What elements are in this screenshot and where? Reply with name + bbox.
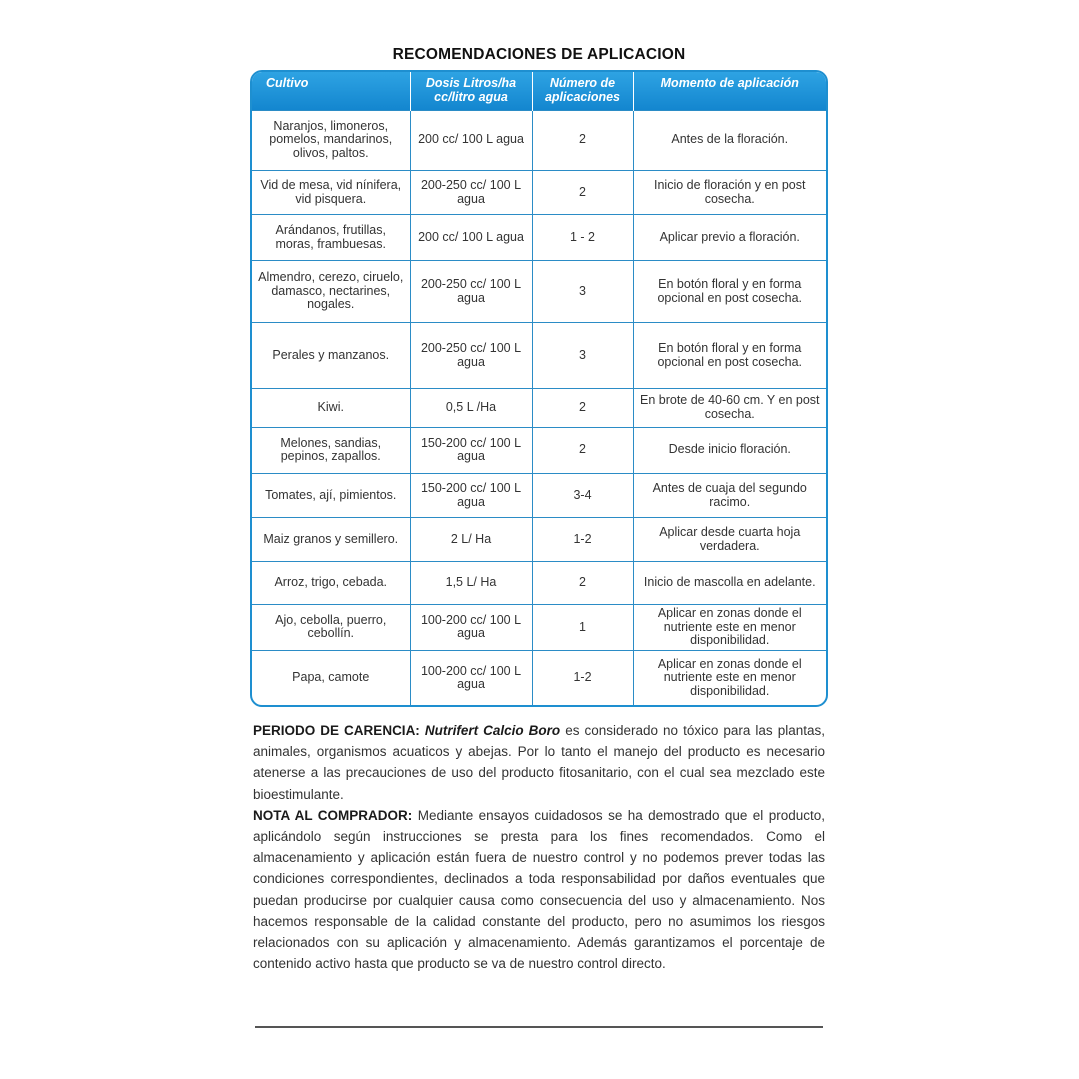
page-title: RECOMENDACIONES DE APLICACION: [392, 46, 686, 63]
cell-numero: 1-2: [532, 651, 633, 705]
cell-cultivo: Melones, sandias, pepinos, zapallos.: [252, 427, 410, 473]
periodo-label: PERIODO DE CARENCIA:: [253, 723, 420, 738]
header-cultivo: Cultivo: [252, 72, 410, 110]
nota-text: Mediante ensayos cuidadosos se ha demostrado que el producto, aplicándolo según instrucciones se presta para los fines recomendados. Como el almacenamiento y aplicación están fuera de nuestro control y no podemos prever todas las condiciones correspondientes, declinados a toda responsabilidad por daños eventuales que puedan producirse por cualquier causa como consecuencia del uso y almacenamiento. Nos hacemos responsable de la calidad constante del producto, pero no asumimos los riesgos relacionados con su aplicación y almacenamiento. Además garantizamos el porcentaje de contenido activo hasta que producto se va de nuestro control directo.: [253, 807, 825, 972]
header-dosis: Dosis Litros/ha cc/litro agua: [410, 72, 532, 110]
cell-momento: Inicio de mascolla en adelante.: [633, 562, 826, 604]
cell-numero: 2: [532, 110, 633, 170]
cell-cultivo: Papa, camote: [252, 651, 410, 705]
table-row: [252, 651, 826, 705]
table-row: [252, 389, 826, 427]
nota-paragraph: [253, 805, 825, 975]
table-row: [252, 562, 826, 604]
cell-dosis: 200-250 cc/ 100 L agua: [410, 322, 532, 388]
cell-cultivo: Ajo, cebolla, puerro, cebollín.: [252, 604, 410, 650]
table-row: [252, 261, 826, 322]
notes-section: [253, 720, 825, 974]
cell-dosis: 200 cc/ 100 L agua: [410, 110, 532, 170]
cell-momento: Aplicar en zonas donde el nutriente este en menor disponibilidad.: [633, 651, 826, 705]
table-row: [252, 110, 826, 170]
cell-numero: 2: [532, 170, 633, 214]
cell-numero: 2: [532, 427, 633, 473]
cell-dosis: 2 L/ Ha: [410, 518, 532, 562]
cell-cultivo: Maiz granos y semillero.: [252, 518, 410, 562]
cell-momento: Aplicar en zonas donde el nutriente este en menor disponibilidad.: [633, 604, 826, 650]
cell-cultivo: Naranjos, limoneros, pomelos, mandarinos, olivos, paltos.: [252, 110, 410, 170]
cell-dosis: 100-200 cc/ 100 L agua: [410, 651, 532, 705]
cell-numero: 1: [532, 604, 633, 650]
nota-label: NOTA AL COMPRADOR:: [253, 807, 413, 823]
table-header-row: [252, 72, 826, 110]
cell-numero: 2: [532, 389, 633, 427]
table-row: [252, 170, 826, 214]
cell-cultivo: Arándanos, frutillas, moras, frambuesas.: [252, 215, 410, 261]
cell-momento: Antes de cuaja del segundo racimo.: [633, 473, 826, 517]
cell-momento: Aplicar previo a floración.: [633, 215, 826, 261]
cell-numero: 1-2: [532, 518, 633, 562]
cell-cultivo: Almendro, cerezo, ciruelo, damasco, nectarines, nogales.: [252, 261, 410, 322]
cell-dosis: 150-200 cc/ 100 L agua: [410, 473, 532, 517]
periodo-paragraph: [253, 720, 825, 805]
cell-numero: 2: [532, 562, 633, 604]
cell-cultivo: Perales y manzanos.: [252, 322, 410, 388]
cell-cultivo: Arroz, trigo, cebada.: [252, 562, 410, 604]
cell-momento: Antes de la floración.: [633, 110, 826, 170]
bottom-divider: [255, 1026, 823, 1028]
cell-cultivo: Tomates, ají, pimientos.: [252, 473, 410, 517]
table-row: [252, 427, 826, 473]
cell-cultivo: Kiwi.: [252, 389, 410, 427]
header-numero: Número de aplicaciones: [532, 72, 633, 110]
cell-dosis: 200-250 cc/ 100 L agua: [410, 170, 532, 214]
cell-numero: 3: [532, 261, 633, 322]
cell-momento: Desde inicio floración.: [633, 427, 826, 473]
table-row: [252, 322, 826, 388]
cell-numero: 1 - 2: [532, 215, 633, 261]
product-name: Nutrifert Calcio Boro: [424, 723, 561, 738]
table-row: [252, 215, 826, 261]
table-row: [252, 473, 826, 517]
recommendations-table: [252, 72, 826, 705]
cell-dosis: 100-200 cc/ 100 L agua: [410, 604, 532, 650]
cell-momento: En botón floral y en forma opcional en post cosecha.: [633, 261, 826, 322]
table-row: [252, 518, 826, 562]
cell-numero: 3-4: [532, 473, 633, 517]
periodo-text: es considerado no tóxico para las plantas, animales, organismos acuaticos y abejas. Por lo tanto el manejo del producto es necesario atenerse a las precauciones de uso del producto fitosanitario, con el cual sea mezclado este bioestimulante.: [253, 723, 825, 802]
cell-dosis: 200-250 cc/ 100 L agua: [410, 261, 532, 322]
cell-momento: En botón floral y en forma opcional en post cosecha.: [633, 322, 826, 388]
recommendations-table-frame: [250, 70, 828, 707]
cell-momento: Inicio de floración y en post cosecha.: [633, 170, 826, 214]
cell-dosis: 200 cc/ 100 L agua: [410, 215, 532, 261]
cell-dosis: 150-200 cc/ 100 L agua: [410, 427, 532, 473]
cell-dosis: 0,5 L /Ha: [410, 389, 532, 427]
cell-momento: En brote de 40-60 cm. Y en post cosecha.: [633, 389, 826, 427]
cell-numero: 3: [532, 322, 633, 388]
header-momento: Momento de aplicación: [633, 72, 826, 110]
table-row: [252, 604, 826, 650]
cell-momento: Aplicar desde cuarta hoja verdadera.: [633, 518, 826, 562]
cell-dosis: 1,5 L/ Ha: [410, 562, 532, 604]
cell-cultivo: Vid de mesa, vid nínifera, vid pisquera.: [252, 170, 410, 214]
